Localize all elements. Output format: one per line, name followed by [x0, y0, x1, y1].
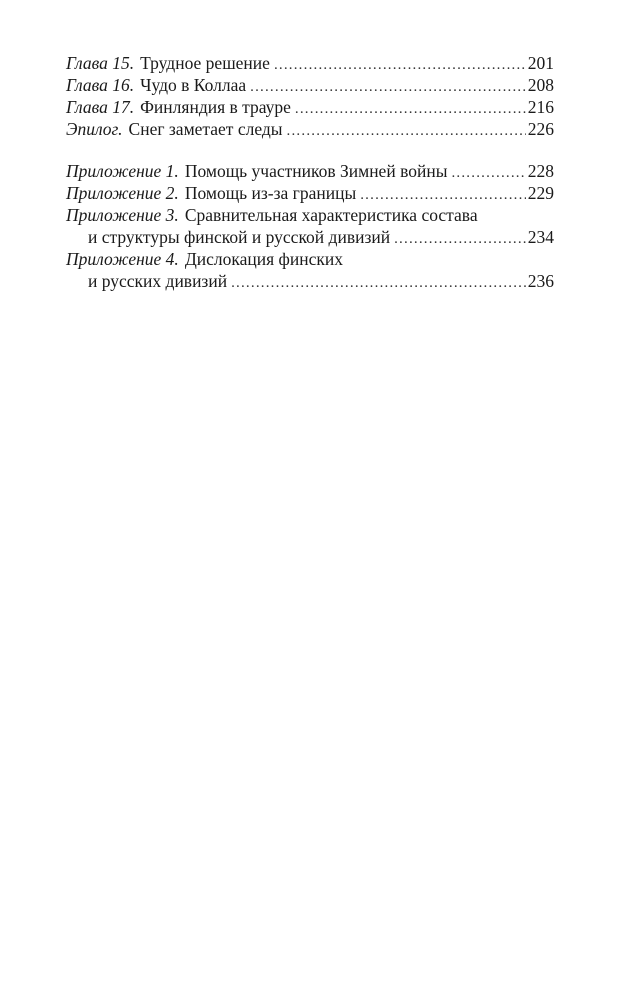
- entry-page: 234: [527, 227, 554, 247]
- toc-entry: [66, 160, 554, 182]
- entry-title: Помощь из-за границы: [184, 183, 357, 203]
- toc-entry: [66, 96, 554, 118]
- entry-page: 229: [527, 183, 554, 203]
- entry-label: Приложение 2.: [66, 183, 179, 203]
- entry-label: Глава 15.: [66, 53, 135, 73]
- entry-label: Приложение 4.: [66, 249, 179, 269]
- toc-appendices: [66, 160, 554, 292]
- toc-entry: [66, 204, 554, 248]
- entry-page: 208: [527, 75, 554, 95]
- toc-entry: [66, 248, 554, 292]
- entry-page: 228: [527, 161, 554, 181]
- entry-title: Финляндия в трауре: [140, 97, 291, 117]
- entry-page: 201: [527, 53, 554, 73]
- entry-title: Снег заметает следы: [128, 119, 283, 139]
- entry-page: 236: [527, 271, 554, 291]
- toc-entry: [66, 118, 554, 140]
- entry-title: Дислокация финских: [184, 249, 343, 269]
- dot-leader: [295, 98, 526, 120]
- dot-leader: [250, 76, 526, 98]
- dot-leader: [360, 184, 526, 206]
- entry-title-continued: и русских дивизий: [88, 271, 228, 291]
- dot-leader: [394, 228, 526, 250]
- dot-leader: [231, 272, 526, 294]
- entry-title-continued: и структуры финской и русской дивизий: [88, 227, 391, 247]
- dot-leader: [451, 162, 525, 184]
- entry-title: Сравнительная характеристика состава: [184, 205, 478, 225]
- toc-entry: [66, 74, 554, 96]
- dot-leader: [274, 54, 526, 76]
- entry-page: 216: [527, 97, 554, 117]
- entry-label: Эпилог.: [66, 119, 123, 139]
- entry-page: 226: [527, 119, 554, 139]
- dot-leader: [287, 120, 526, 142]
- entry-title: Помощь участников Зимней войны: [184, 161, 448, 181]
- toc-chapters: [66, 52, 554, 140]
- entry-label: Глава 16.: [66, 75, 135, 95]
- entry-title: Трудное решение: [140, 53, 270, 73]
- entry-label: Приложение 3.: [66, 205, 179, 225]
- entry-title: Чудо в Коллаа: [140, 75, 247, 95]
- entry-label: Глава 17.: [66, 97, 135, 117]
- toc-entry: [66, 182, 554, 204]
- entry-label: Приложение 1.: [66, 161, 179, 181]
- toc-entry: [66, 52, 554, 74]
